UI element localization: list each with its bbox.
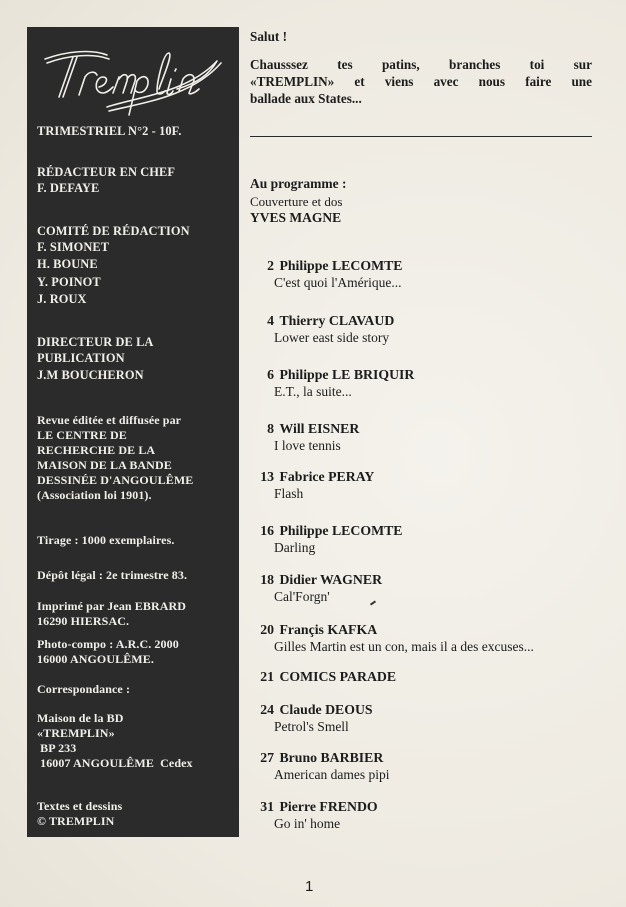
toc-page-number: 27	[260, 750, 274, 765]
toc-title: I love tennis	[274, 438, 341, 453]
toc-author: Fabrice PERAY	[279, 469, 375, 484]
toc-entry	[250, 669, 610, 685]
toc-title: Darling	[274, 540, 316, 555]
toc-page-number: 6	[267, 367, 274, 382]
print-run	[37, 533, 235, 548]
tremplin-logo	[37, 37, 229, 125]
editorial-committee-block	[37, 224, 235, 308]
correspondence-label	[37, 682, 235, 697]
copyright-block	[37, 799, 235, 829]
toc-page-number: 20	[260, 622, 274, 637]
legal-deposit-text: Dépôt légal : 2e trimestre 83.	[37, 568, 188, 582]
director-label: DIRECTEUR DE LA	[37, 335, 154, 349]
toc-author: Will EISNER	[279, 421, 360, 436]
toc-page-number: 16	[260, 523, 274, 538]
cover-credit-label: Couverture et dos	[250, 194, 343, 209]
director-label: PUBLICATION	[37, 350, 125, 365]
toc-entry	[250, 799, 610, 832]
toc-title: Flash	[274, 486, 304, 501]
toc-entry	[250, 572, 610, 605]
programme-heading: Au programme :	[250, 176, 347, 191]
printer-block	[37, 599, 235, 629]
toc-entry	[250, 622, 610, 655]
publication-director-block	[37, 335, 235, 384]
toc-entry	[250, 702, 610, 735]
toc-entry	[250, 469, 610, 502]
committee-member: F. SIMONET	[37, 239, 110, 254]
toc-author: Bruno BARBIER	[279, 750, 384, 765]
toc-title: Cal'Forgn'	[274, 589, 330, 604]
toc-entry	[250, 421, 610, 454]
address-line: Maison de la BD	[37, 711, 124, 725]
copyright-line: © TREMPLIN	[37, 814, 115, 828]
toc-page-number: 31	[260, 799, 274, 814]
publisher-line: MAISON DE LA BANDE	[37, 458, 172, 472]
toc-author: Philippe LECOMTE	[279, 258, 403, 273]
toc-entry	[250, 523, 610, 556]
publisher-line: RECHERCHE DE LA	[37, 443, 156, 457]
toc-author: Philippe LECOMTE	[279, 523, 403, 538]
publisher-line: DESSINÉE D'ANGOULÊME	[37, 473, 194, 487]
toc-title: American dames pipi	[274, 767, 390, 782]
toc-author: Didier WAGNER	[279, 572, 383, 587]
toc-page-number: 2	[267, 258, 274, 273]
correspondence-text: Correspondance :	[37, 682, 131, 696]
toc-entry	[250, 258, 610, 291]
intro-line: «TREMPLIN» et viens avec nous faire une	[250, 74, 592, 89]
masthead-sidebar	[27, 27, 239, 837]
toc-page-number: 8	[267, 421, 274, 436]
toc-title: Go in' home	[274, 816, 341, 831]
address-line: 16007 ANGOULÊME Cedex	[37, 756, 193, 770]
publisher-line: Revue éditée et diffusée par	[37, 413, 182, 427]
editor-in-chief-block	[37, 165, 235, 196]
toc-entry	[250, 367, 610, 400]
greeting: Salut !	[250, 29, 288, 44]
toc-page-number: 24	[260, 702, 274, 717]
toc-page-number: 18	[260, 572, 274, 587]
address-line: «TREMPLIN»	[37, 726, 115, 740]
intro-line: ballade aux States...	[250, 91, 362, 106]
publisher-line: (Association loi 1901).	[37, 488, 152, 502]
toc-page-number: 13	[260, 469, 274, 484]
toc-title: Lower east side story	[274, 330, 390, 345]
toc-author: Thierry CLAVAUD	[279, 313, 395, 328]
toc-author: COMICS PARADE	[279, 669, 397, 684]
publisher-line: LE CENTRE DE	[37, 428, 127, 442]
address-line: BP 233	[37, 741, 77, 755]
photocompo-line: 16000 ANGOULÊME.	[37, 652, 154, 666]
committee-member: Y. POINOT	[37, 274, 101, 289]
issue-text: TRIMESTRIEL N°2 - 10F.	[37, 124, 182, 138]
committee-label: COMITÉ DE RÉDACTION	[37, 224, 190, 238]
issue-line	[37, 124, 235, 140]
printer-line: Imprimé par Jean EBRARD	[37, 599, 187, 613]
photocompo-line: Photo-compo : A.R.C. 2000	[37, 637, 179, 651]
toc-entry	[250, 313, 610, 346]
legal-deposit	[37, 568, 235, 583]
printer-line: 16290 HIERSAC.	[37, 614, 130, 628]
editor-label: RÉDACTEUR EN CHEF	[37, 165, 176, 179]
toc-page-number: 21	[260, 669, 274, 684]
toc-author: Pierre FRENDO	[279, 799, 378, 814]
toc-author: Claude DEOUS	[279, 702, 373, 717]
publisher-block	[37, 413, 235, 503]
toc-title: Gilles Martin est un con, mais il a des excuses...	[274, 639, 534, 654]
toc-title: C'est quoi l'Amérique...	[274, 275, 402, 290]
toc-page-number: 4	[267, 313, 274, 328]
address-block	[37, 711, 235, 771]
toc-author: Philippe LE BRIQUIR	[279, 367, 415, 382]
print-run-text: Tirage : 1000 exemplaires.	[37, 533, 175, 547]
toc-title: E.T., la suite...	[274, 384, 352, 399]
intro-paragraph	[250, 28, 592, 107]
divider-rule	[250, 136, 592, 137]
editor-name: F. DEFAYE	[37, 180, 100, 195]
committee-member: J. ROUX	[37, 292, 87, 306]
committee-member: H. BOUNE	[37, 257, 98, 271]
intro-line: Chausssez tes patins, branches toi sur	[250, 57, 592, 72]
director-name: J.M BOUCHERON	[37, 368, 144, 382]
page-number: 1	[305, 878, 314, 895]
toc-entry	[250, 750, 610, 783]
copyright-line: Textes et dessins	[37, 799, 123, 813]
toc-title: Petrol's Smell	[274, 719, 349, 734]
cover-credit-name: YVES MAGNE	[250, 210, 342, 225]
toc-author: Françis KAFKA	[279, 622, 378, 637]
photocompo-block	[37, 637, 235, 667]
